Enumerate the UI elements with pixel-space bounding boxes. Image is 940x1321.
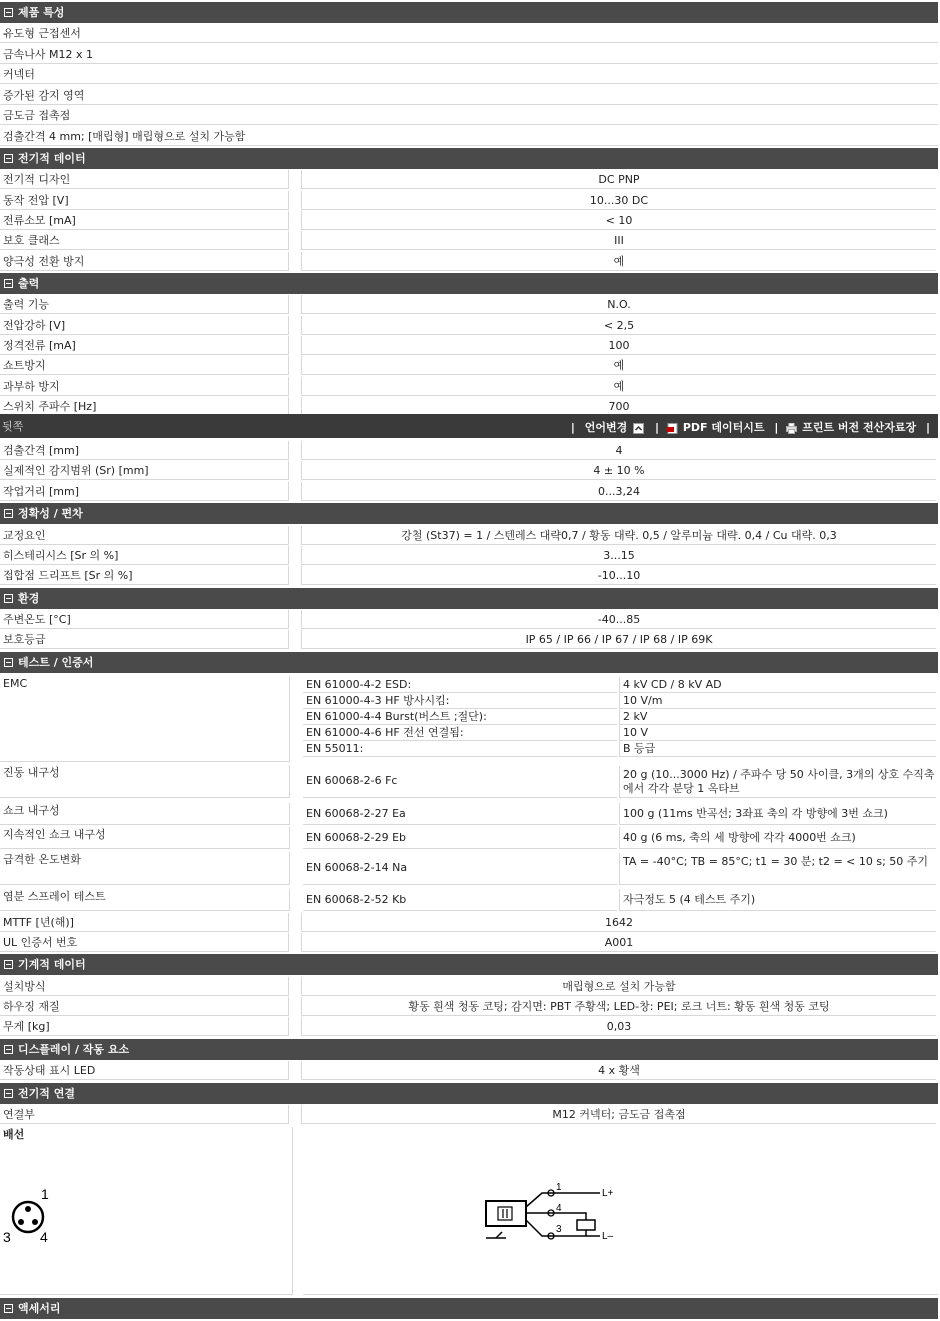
spec-value: DC PNP [301, 170, 936, 189]
spec-row [0, 630, 938, 650]
test-standard: EN 60068-2-52 Kb [303, 889, 617, 911]
spec-row [0, 482, 938, 502]
spec-value: III [301, 231, 936, 250]
section-header-display[interactable]: 디스플레이 / 작동 요소 [0, 1039, 938, 1060]
printer-icon [786, 423, 797, 434]
spec-row [0, 566, 938, 586]
pin-4 [32, 1219, 38, 1225]
spec-value: M12 커넥터; 금도금 접촉점 [301, 1105, 936, 1124]
feature-item: 검출간격 4 mm; [매립형] 매립형으로 설치 가능함 [0, 127, 938, 146]
spec-row [0, 211, 938, 231]
spec-row [0, 913, 938, 933]
spec-label: 동작 전압 [V] [0, 191, 289, 210]
terminal-label: L– [602, 1231, 614, 1242]
spec-value: 100 [301, 336, 936, 355]
feature-item: 커넥터 [0, 65, 938, 84]
test-standard: EN 60068-2-6 Fc [303, 765, 617, 798]
spec-label: 연결부 [0, 1105, 289, 1124]
spec-label: 설치방식 [0, 977, 289, 996]
section-header-features[interactable]: 제품 특성 [0, 2, 938, 23]
spec-value: 예 [301, 377, 936, 396]
spec-label: 전류소모 [mA] [0, 211, 289, 230]
print-version-link[interactable]: 프린트 버전 전산자료장 [786, 421, 918, 434]
spec-value: 예 [301, 356, 936, 375]
spec-label: 실제적인 감지범위 (Sr) [mm] [0, 461, 289, 480]
spec-row [0, 1017, 938, 1037]
pin-label: 3 [3, 1229, 11, 1245]
spec-value: 1642 [301, 913, 936, 932]
test-value: 100 g (11ms 반곡선; 3좌표 축의 각 방향에 3번 쇼크) [619, 803, 936, 825]
spec-value: -40...85 [301, 610, 936, 629]
spec-row [0, 933, 938, 953]
section-header-tests[interactable]: 테스트 / 인증서 [0, 652, 938, 673]
test-value: 10 V/m [619, 693, 936, 709]
test-value: 20 g (10...3000 Hz) / 주파수 당 50 사이클, 3개의 상호 수직축에서 각각 분당 1 옥타브 [619, 766, 936, 798]
connector-pinout-diagram [0, 1180, 60, 1250]
spec-label: 양극성 전환 방지 [0, 252, 289, 271]
load-symbol [577, 1220, 595, 1230]
test-label: EMC [0, 676, 290, 762]
pin-label: 4 [40, 1229, 48, 1245]
pin-label: 1 [41, 1186, 49, 1202]
spec-row [0, 441, 938, 461]
section-header-connection[interactable]: 전기적 연결 [0, 1083, 938, 1104]
terminal-label: L+ [602, 1188, 614, 1199]
spec-value: 4 [301, 441, 936, 460]
spec-label: 무게 [kg] [0, 1017, 289, 1036]
test-value: 2 kV [619, 709, 936, 725]
collapse-icon[interactable] [4, 658, 13, 667]
pdf-datasheet-link[interactable]: PDF 데이터시트 [667, 421, 767, 434]
spec-row [0, 231, 938, 251]
spec-value: 황동 흰색 청동 코팅; 감지면: PBT 주황색; LED-창: PEI; 로크 너트: 황동 흰색 청동 코팅 [301, 997, 936, 1016]
spec-row [0, 252, 938, 272]
test-standard: EN 55011: [303, 741, 617, 757]
feature-item: 금속나사 M12 x 1 [0, 45, 938, 64]
spec-label: 보호 클래스 [0, 231, 289, 250]
spec-value: -10...10 [301, 566, 936, 585]
section-header-accessories[interactable]: 액세서리 [0, 1298, 938, 1319]
wire-label: 1 [556, 1182, 562, 1193]
feature-item: 증가된 감지 영역 [0, 86, 938, 105]
collapse-icon[interactable] [4, 1089, 13, 1098]
collapse-icon[interactable] [4, 960, 13, 969]
chevron-up-icon [633, 423, 644, 434]
spec-row [0, 170, 938, 190]
spec-row [0, 336, 938, 356]
spec-value: A001 [301, 933, 936, 952]
spec-row [0, 295, 938, 315]
spec-label: 검출간격 [mm] [0, 441, 289, 460]
test-value: B 등급 [619, 741, 936, 757]
spec-label: 과부하 방지 [0, 377, 289, 396]
collapse-icon[interactable] [4, 594, 13, 603]
wire-label: 3 [556, 1224, 562, 1235]
spec-row [0, 610, 938, 630]
collapse-icon[interactable] [4, 279, 13, 288]
test-label: 쇼크 내구성 [0, 803, 290, 825]
test-label: 염분 스프레이 테스트 [0, 889, 290, 911]
spec-row [0, 997, 938, 1017]
spec-label: 교정요인 [0, 526, 289, 545]
test-standard: EN 60068-2-27 Ea [303, 803, 617, 825]
section-header-accuracy[interactable]: 정확성 / 편차 [0, 503, 938, 524]
spec-label: 전압강하 [V] [0, 316, 289, 335]
spec-row [0, 526, 938, 546]
collapse-icon[interactable] [4, 8, 13, 17]
spec-row [0, 1061, 938, 1081]
spec-value: 4 x 황색 [301, 1061, 936, 1080]
spec-value: 매립형으로 설치 가능함 [301, 977, 936, 996]
section-header-electrical[interactable]: 전기적 데이터 [0, 148, 938, 169]
test-label: 급격한 온도변화 [0, 852, 290, 885]
wiring-title: 배선 [3, 1128, 25, 1141]
pdf-icon [667, 423, 678, 434]
test-value: 10 V [619, 725, 936, 741]
spec-label: 작업거리 [mm] [0, 482, 289, 501]
test-standard: EN 61000-4-4 Burst(버스트 ;절단): [303, 709, 617, 725]
wiring-schematic [480, 1180, 630, 1250]
spec-label: 전기적 디자인 [0, 170, 289, 189]
spec-label: 접합점 드리프트 [Sr 의 %] [0, 566, 289, 585]
collapse-icon[interactable] [4, 1045, 13, 1054]
back-link[interactable]: 뒷쪽 [2, 420, 24, 433]
spec-value: 3...15 [301, 546, 936, 565]
spec-label: 히스테리시스 [Sr 의 %] [0, 546, 289, 565]
spec-label: 보호등급 [0, 630, 289, 649]
section-header-mechanical[interactable]: 기계적 데이터 [0, 954, 938, 975]
spec-label: MTTF [년(해)] [0, 913, 289, 932]
pin-1 [25, 1206, 31, 1212]
spec-row [0, 356, 938, 376]
pin-3 [18, 1219, 24, 1225]
wire-label: 4 [556, 1203, 562, 1214]
spec-value: 700 [301, 397, 936, 416]
feature-item: 금도금 접촉점 [0, 106, 938, 125]
spec-label: UL 인증서 번호 [0, 933, 289, 952]
section-header-output[interactable]: 출력 [0, 273, 938, 294]
spec-label: 작동상태 표시 LED [0, 1061, 289, 1080]
collapse-icon[interactable] [4, 509, 13, 518]
section-header-environment[interactable]: 환경 [0, 588, 938, 609]
spec-row [0, 546, 938, 566]
test-standard: EN 61000-4-2 ESD: [303, 677, 617, 693]
spec-row [0, 1105, 938, 1125]
spec-value: 예 [301, 252, 936, 271]
spec-label: 정격전류 [mA] [0, 336, 289, 355]
spec-row [0, 316, 938, 336]
test-value: 40 g (6 ms, 축의 세 방향에 각각 4000번 쇼크) [619, 827, 936, 849]
test-value: 4 kV CD / 8 kV AD [619, 677, 936, 693]
test-standard: EN 60068-2-14 Na [303, 852, 617, 885]
test-label: 지속적인 쇼크 내구성 [0, 827, 290, 849]
test-standard: EN 61000-4-3 HF 방사시킴: [303, 693, 617, 709]
spec-row [0, 977, 938, 997]
spec-label: 주변온도 [°C] [0, 610, 289, 629]
spec-value: 4 ± 10 % [301, 461, 936, 480]
spec-value: 강철 (St37) = 1 / 스텐레스 대략0,7 / 황동 대략. 0,5 / 알루미늄 대략. 0,4 / Cu 대략. 0,3 [301, 526, 936, 545]
floating-toolbar: 뒷쪽 | 언어변경 | PDF 데이터시트 | 프린트 버전 전산자료장 | [0, 414, 938, 438]
spec-row [0, 191, 938, 211]
spec-value: < 2,5 [301, 316, 936, 335]
spec-value: 0...3,24 [301, 482, 936, 501]
spec-value: < 10 [301, 211, 936, 230]
spec-label: 스위치 주파수 [Hz] [0, 397, 289, 416]
spec-label: 쇼트방지 [0, 356, 289, 375]
collapse-icon[interactable] [4, 154, 13, 163]
spec-label: 출력 기능 [0, 295, 289, 314]
spec-value: 0,03 [301, 1017, 936, 1036]
spec-value: N.O. [301, 295, 936, 314]
language-change-link[interactable]: 언어변경 [583, 421, 647, 434]
test-standard: EN 60068-2-29 Eb [303, 827, 617, 849]
spec-value: IP 65 / IP 66 / IP 67 / IP 68 / IP 69K [301, 630, 936, 649]
collapse-icon[interactable] [4, 1304, 13, 1313]
spec-row [0, 461, 938, 481]
test-value: TA = -40°C; TB = 85°C; t1 = 30 분; t2 = < 10 s; 50 주기 [619, 853, 936, 885]
test-standard: EN 61000-4-6 HF 전선 연결됨: [303, 725, 617, 741]
spec-value: 10...30 DC [301, 191, 936, 210]
test-value: 자극정도 5 (4 테스트 주기) [619, 889, 936, 911]
spec-label: 하우징 재질 [0, 997, 289, 1016]
spec-row [0, 377, 938, 397]
feature-item: 유도형 근접센서 [0, 24, 938, 43]
sensor-body [486, 1201, 526, 1226]
test-label: 진동 내구성 [0, 765, 290, 798]
